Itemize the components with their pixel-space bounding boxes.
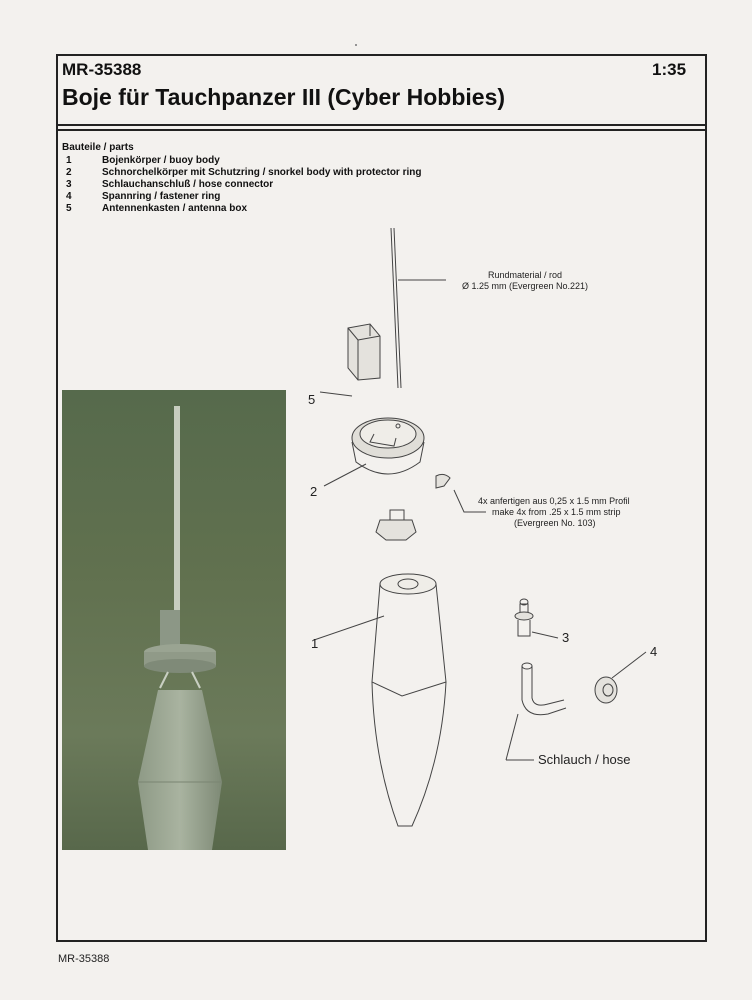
hose-label: Schlauch / hose bbox=[538, 752, 631, 767]
part-label: Bojenkörper / buoy body bbox=[102, 155, 220, 166]
list-item bbox=[66, 191, 421, 203]
strip-label-en: make 4x from .25 x 1.5 mm strip bbox=[492, 507, 621, 517]
list-item bbox=[66, 179, 421, 191]
hose-part bbox=[506, 663, 566, 760]
parts-list bbox=[66, 155, 421, 215]
rod-spec-label: Ø 1.25 mm (Evergreen No.221) bbox=[461, 281, 589, 291]
callout-3: 3 bbox=[562, 630, 570, 645]
callout-1: 1 bbox=[311, 636, 319, 651]
part-number: 2 bbox=[66, 167, 72, 178]
assembled-buoy-photo bbox=[62, 390, 286, 850]
rod-part bbox=[391, 228, 446, 388]
callout-2: 2 bbox=[310, 484, 318, 499]
list-item bbox=[66, 167, 421, 179]
part-label: Spannring / fastener ring bbox=[102, 191, 221, 202]
part-number: 5 bbox=[66, 203, 72, 214]
buoy-body-part bbox=[314, 574, 446, 826]
strip-part bbox=[436, 474, 486, 512]
hose-connector-part bbox=[515, 599, 558, 638]
part-label: Antennenkasten / antenna box bbox=[102, 203, 248, 214]
fastener-ring-part bbox=[595, 652, 646, 703]
header-rule bbox=[56, 124, 707, 126]
parts-drawing bbox=[286, 220, 686, 840]
strip-spec-label: (Evergreen No. 103) bbox=[514, 518, 596, 528]
rod-label: Rundmaterial / rod bbox=[487, 270, 563, 280]
part-label: Schnorchelkörper mit Schutzring / snorkel body with protector ring bbox=[102, 167, 422, 178]
header-rule-double bbox=[56, 129, 707, 131]
antenna-box-part bbox=[320, 324, 380, 396]
strip-label: 4x anfertigen aus 0,25 x 1.5 mm Profil bbox=[478, 496, 630, 506]
part-number: 4 bbox=[66, 191, 72, 202]
product-code: MR-35388 bbox=[62, 60, 142, 79]
part-label: Schlauchanschluß / hose connector bbox=[102, 179, 274, 190]
part-number: 3 bbox=[66, 179, 72, 190]
scale-label: 1:35 bbox=[652, 60, 687, 79]
page-title: Boje für Tauchpanzer III (Cyber Hobbies) bbox=[62, 84, 506, 110]
connector-part bbox=[376, 510, 416, 540]
parts-heading: Bauteile / parts bbox=[62, 142, 134, 153]
snorkel-body-part bbox=[324, 418, 424, 486]
footer-code: MR-35388 bbox=[58, 953, 110, 965]
callout-5: 5 bbox=[308, 392, 316, 407]
callout-4: 4 bbox=[650, 644, 658, 659]
part-number: 1 bbox=[66, 155, 72, 166]
list-item bbox=[66, 203, 421, 215]
list-item bbox=[66, 155, 421, 167]
